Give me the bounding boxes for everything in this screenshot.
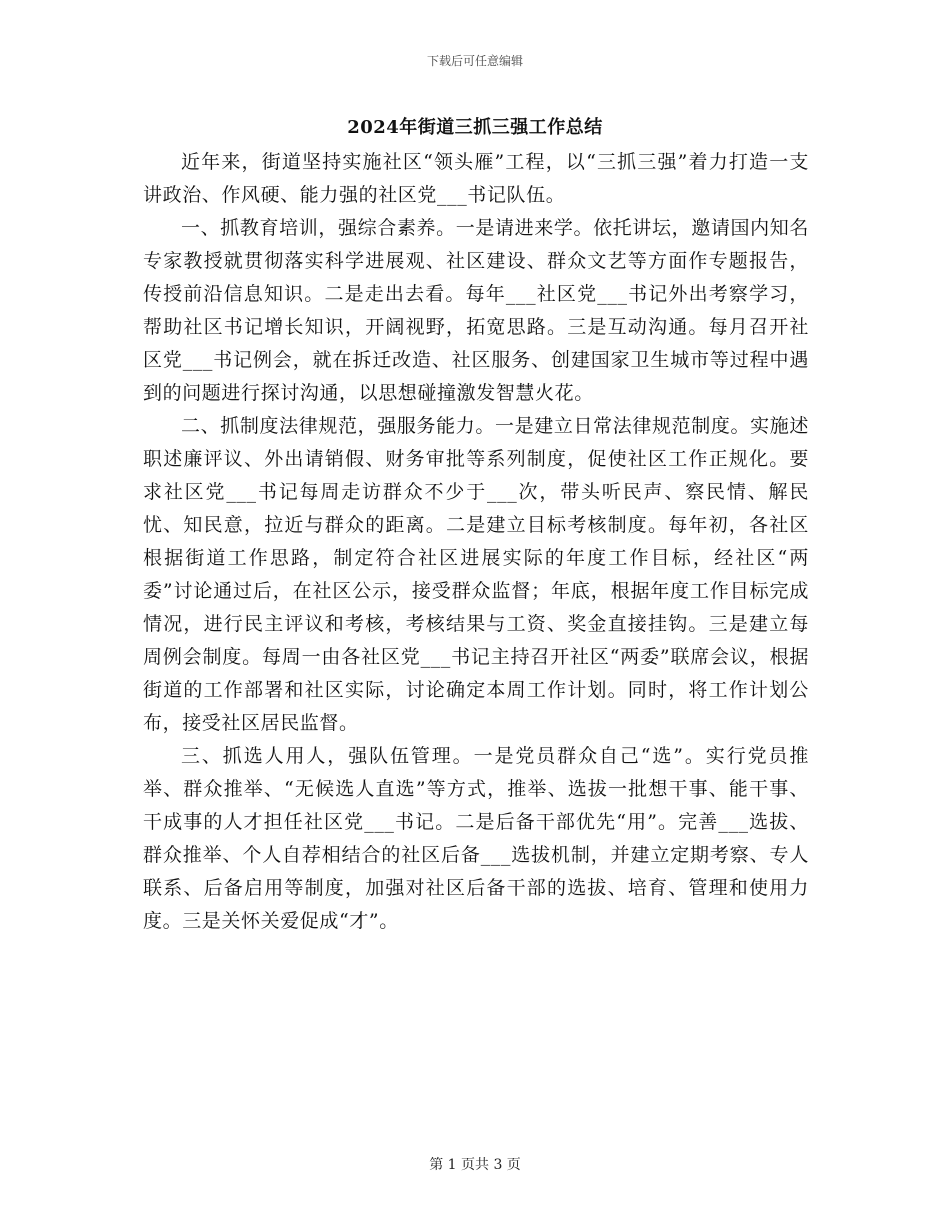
paragraph-section-3: 三、抓选人用人，强队伍管理。一是党员群众自己“选”。实行党员推举、群众推举、“无候选人直选”等方式，推举、选拔一批想干事、能干事、干成事的人才担任社区党___书记。二是后备干部优先“用”。完善___选拔、群众推举、个人自荐相结合的社区后备___选拔机制，并建立定期考察、专人联系、后备启用等制度，加强对社区后备干部的选拔、培育、管理和使用力度。三是关怀关爱促成“才”。 bbox=[143, 745, 809, 932]
paragraph-intro: 近年来，街道坚持实施社区“领头雁”工程，以“三抓三强”着力打造一支讲政治、作风硬、能力强的社区党___书记队伍。 bbox=[143, 151, 809, 206]
document-body bbox=[143, 146, 809, 938]
page-header-note: 下载后可任意编辑 bbox=[426, 54, 523, 68]
paragraph-section-1: 一、抓教育培训，强综合素养。一是请进来学。依托讲坛，邀请国内知名专家教授就贯彻落实科学进展观、社区建设、群众文艺等方面作专题报告，传授前沿信息知识。二是走出去看。每年___社区党___书记外出考察学习，帮助社区书记增长知识，开阔视野，拓宽思路。三是互动沟通。每月召开社区党___书记例会，就在拆迁改造、社区服务、创建国家卫生城市等过程中遇到的问题进行探讨沟通，以思想碰撞激发智慧火花。 bbox=[143, 217, 809, 404]
page-number-footer: 第 1 页共 3 页 bbox=[429, 1157, 521, 1173]
document-title: 2024年街道三抓三强工作总结 bbox=[347, 117, 603, 138]
paragraph-section-2: 二、抓制度法律规范，强服务能力。一是建立日常法律规范制度。实施述职述廉评议、外出请销假、财务审批等系列制度，促使社区工作正规化。要求社区党___书记每周走访群众不少于___次，带头听民声、察民情、解民忧、知民意，拉近与群众的距离。二是建立目标考核制度。每年初，各社区根据街道工作思路，制定符合社区进展实际的年度工作目标，经社区“两委”讨论通过后，在社区公示，接受群众监督；年底，根据年度工作目标完成情况，进行民主评议和考核，考核结果与工资、奖金直接挂钩。三是建立每周例会制度。每周一由各社区党___书记主持召开社区“两委”联席会议，根据街道的工作部署和社区实际，讨论确定本周工作计划。同时，将工作计划公布，接受社区居民监督。 bbox=[143, 415, 809, 734]
